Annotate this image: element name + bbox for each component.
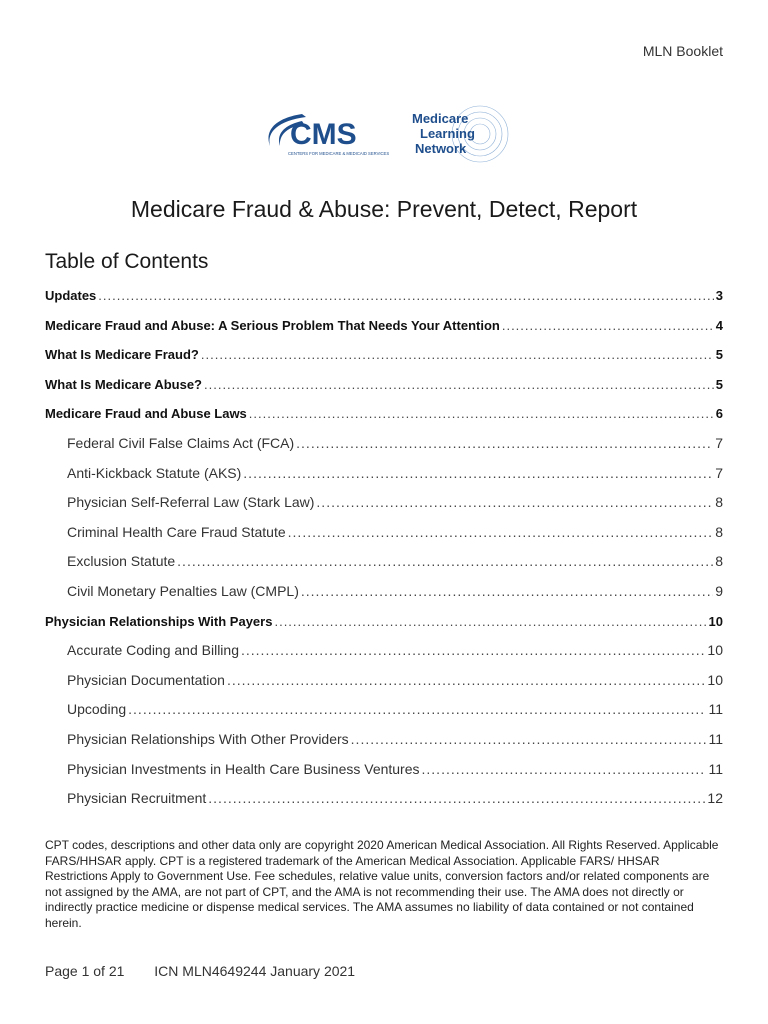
- toc-entry-page: 7: [715, 464, 723, 481]
- toc-entry-page: 10: [707, 642, 723, 659]
- toc-entry[interactable]: [45, 311, 723, 341]
- table-of-contents: [45, 281, 723, 814]
- toc-entry[interactable]: [45, 370, 723, 400]
- toc-dot-leader: [208, 784, 705, 814]
- toc-entry-title: Physician Recruitment: [67, 790, 207, 807]
- toc-dot-leader: [249, 399, 714, 429]
- toc-dot-leader: [274, 607, 706, 637]
- toc-dot-leader: [502, 311, 714, 341]
- document-title: Medicare Fraud & Abuse: Prevent, Detect, Report: [130, 196, 638, 222]
- toc-entry-title: Physician Investments in Health Care Business Ventures: [67, 760, 420, 777]
- page-number: Page 1 of 21: [45, 963, 125, 979]
- toc-entry[interactable]: [45, 784, 723, 814]
- toc-entry-page: 11: [708, 730, 723, 747]
- toc-dot-leader: [243, 459, 713, 489]
- toc-entry-page: 8: [715, 553, 723, 570]
- cms-mln-logos: [262, 100, 512, 170]
- toc-entry-title: Exclusion Statute: [67, 553, 176, 570]
- toc-entry-title: Civil Monetary Penalties Law (CMPL): [67, 582, 299, 599]
- toc-entry-title: Medicare Fraud and Abuse: A Serious Problem That Needs Your Attention: [45, 317, 500, 333]
- toc-entry-page: 5: [715, 376, 723, 392]
- toc-entry[interactable]: [45, 695, 723, 725]
- toc-dot-leader: [128, 695, 706, 725]
- toc-dot-leader: [201, 340, 714, 370]
- cms-subtitle: CENTERS FOR MEDICARE & MEDICAID SERVICES: [288, 151, 390, 156]
- toc-entry-page: 10: [708, 613, 723, 629]
- toc-entry-title: Physician Self-Referral Law (Stark Law): [67, 494, 315, 511]
- toc-dot-leader: [288, 518, 714, 548]
- toc-entry[interactable]: [45, 459, 723, 489]
- toc-entry-title: Criminal Health Care Fraud Statute: [67, 523, 286, 540]
- toc-entry-title: What Is Medicare Abuse?: [45, 376, 202, 392]
- toc-entry-title: Physician Relationships With Payers: [45, 613, 273, 629]
- page-footer: [45, 963, 381, 979]
- mln-line-1: Medicare: [412, 111, 469, 126]
- mln-logo: [412, 106, 508, 162]
- toc-dot-leader: [227, 666, 705, 696]
- toc-entry[interactable]: [45, 429, 723, 459]
- toc-dot-leader: [296, 429, 713, 459]
- toc-entry-page: 7: [715, 434, 723, 451]
- toc-entry[interactable]: [45, 636, 723, 666]
- toc-dot-leader: [316, 488, 713, 518]
- toc-dot-leader: [177, 547, 713, 577]
- toc-entry[interactable]: [45, 488, 723, 518]
- toc-entry-page: 9: [715, 582, 723, 599]
- toc-entry[interactable]: [45, 340, 723, 370]
- toc-entry-page: 4: [715, 317, 723, 333]
- toc-entry[interactable]: [45, 666, 723, 696]
- cms-wordmark: CMS: [290, 118, 357, 151]
- toc-entry[interactable]: [45, 281, 723, 311]
- toc-entry[interactable]: [45, 755, 723, 785]
- copyright-notice: CPT codes, descriptions and other data only are copyright 2020 American Medical Association. All Rights Reserved. Applicable FARS/HHSAR apply. CPT is a registered trademark of the American Medical Association. Applicable FARS/ HHSAR Restrictions Apply to Government Use. Fee schedules, relative value units, conversion factors and/or related components are not assigned by the AMA, are not part of CPT, and the AMA is not recommending their use. The AMA does not directly or indirectly practice medicine or dispense medical services. The AMA assumes no liability of data contained or not contained herein.: [45, 838, 719, 930]
- toc-entry-title: Federal Civil False Claims Act (FCA): [67, 434, 295, 451]
- toc-entry-title: Physician Documentation: [67, 671, 225, 688]
- toc-entry[interactable]: [45, 518, 723, 548]
- toc-entry-title: Upcoding: [67, 701, 127, 718]
- logo-bar: [262, 100, 512, 170]
- mln-line-3: Network: [415, 141, 467, 156]
- toc-entry[interactable]: [45, 725, 723, 755]
- icn-number: ICN MLN4649244 January 2021: [154, 963, 356, 979]
- document-type-label: MLN Booklet: [642, 43, 723, 59]
- toc-heading: Table of Contents: [45, 250, 209, 273]
- toc-entry-page: 11: [708, 701, 723, 718]
- mln-line-2: Learning: [420, 126, 475, 141]
- toc-entry-title: Accurate Coding and Billing: [67, 642, 239, 659]
- toc-dot-leader: [422, 755, 707, 785]
- toc-entry[interactable]: [45, 607, 723, 637]
- toc-entry-page: 6: [715, 406, 723, 422]
- toc-entry-title: What Is Medicare Fraud?: [45, 347, 199, 363]
- toc-entry-page: 8: [715, 494, 723, 511]
- toc-entry-page: 3: [715, 288, 723, 303]
- toc-entry-page: 5: [715, 347, 723, 363]
- toc-entry-title: Updates: [45, 288, 97, 303]
- toc-entry-title: Anti-Kickback Statute (AKS): [67, 464, 242, 481]
- toc-entry-page: 12: [707, 790, 723, 807]
- toc-dot-leader: [204, 370, 714, 400]
- toc-dot-leader: [241, 636, 705, 666]
- toc-entry-page: 11: [708, 760, 723, 777]
- toc-dot-leader: [98, 281, 713, 311]
- toc-dot-leader: [351, 725, 707, 755]
- toc-dot-leader: [301, 577, 713, 607]
- toc-entry-title: Physician Relationships With Other Providers: [67, 730, 349, 747]
- toc-entry[interactable]: [45, 399, 723, 429]
- toc-entry[interactable]: [45, 547, 723, 577]
- toc-entry[interactable]: [45, 577, 723, 607]
- toc-entry-title: Medicare Fraud and Abuse Laws: [45, 406, 247, 422]
- toc-entry-page: 10: [707, 671, 723, 688]
- toc-entry-page: 8: [715, 523, 723, 540]
